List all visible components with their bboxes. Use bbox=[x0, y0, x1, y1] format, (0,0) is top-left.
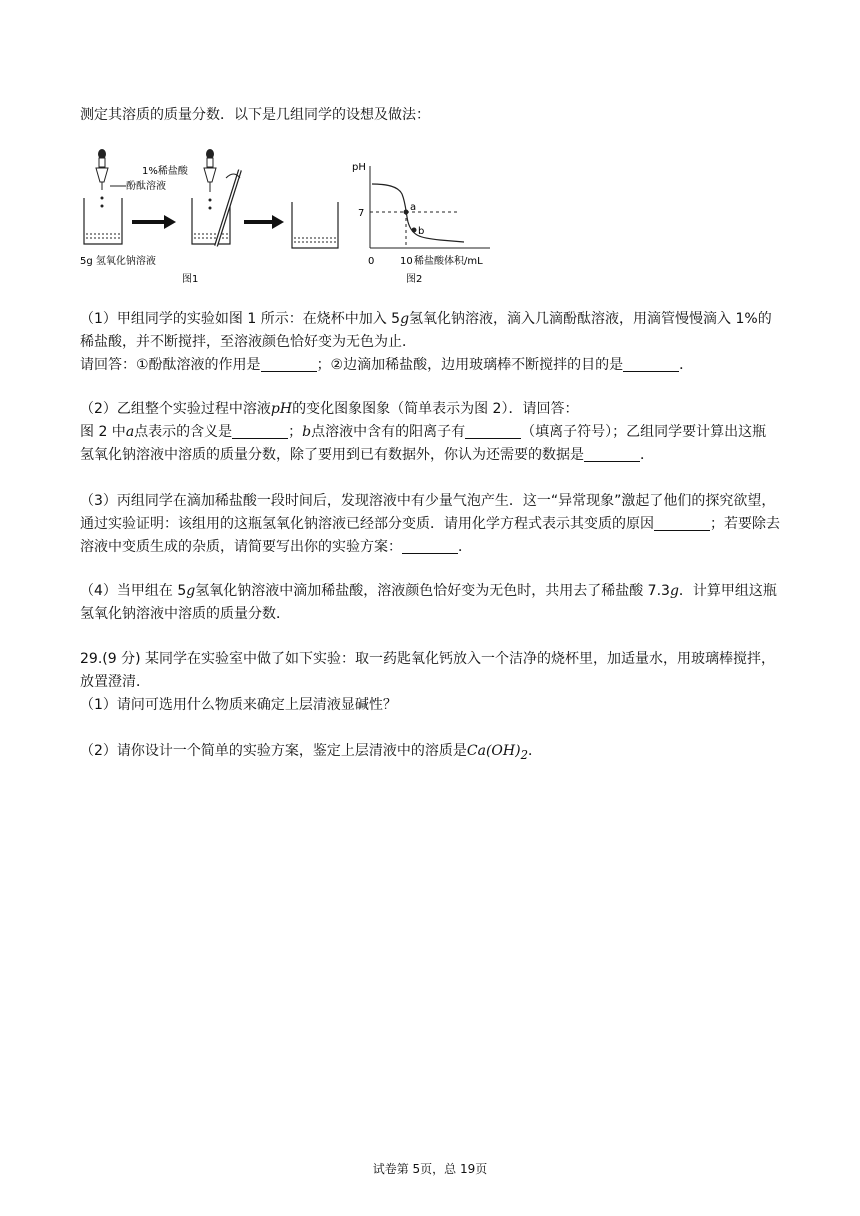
question-1 bbox=[80, 308, 780, 377]
point-b-label: b bbox=[418, 226, 425, 237]
origin-label: 0 bbox=[368, 256, 375, 267]
q29-sub2: （2）请你设计一个简单的实验方案，鉴定上层清液中的溶质是$Ca(OH)_2$． bbox=[80, 743, 543, 762]
arrow-2 bbox=[244, 215, 284, 229]
answer-blank[interactable] bbox=[261, 357, 317, 372]
ph-7-tick: 7 bbox=[358, 208, 365, 219]
q2-text: （2）乙组整个实验过程中溶液pH的变化图象图象（简单表示为图 2）．请回答： bbox=[80, 401, 579, 417]
q3-text: （3）丙组同学在滴加稀盐酸一段时间后，发现溶液中有少量气泡产生．这一“异常现象”激起了他们的探究欲望，通过实验证明：该组用的这瓶氢氧化钠溶液已经部分变质．请用化学方程式表示其变质的原因 ；若要除去溶液中变质生成的杂质，请简要写出你的实验方案： ． bbox=[80, 493, 780, 555]
indicator-label: 酚酞溶液 bbox=[126, 181, 166, 192]
question-2 bbox=[80, 398, 780, 467]
fig1-caption: 图1 bbox=[182, 274, 199, 285]
beaker-with-dropper bbox=[84, 149, 126, 244]
beaker-with-rod bbox=[192, 149, 240, 246]
answer-blank[interactable] bbox=[654, 516, 710, 531]
question-4 bbox=[80, 580, 780, 626]
q4-text: （4）当甲组在 5g氢氧化钠溶液中滴加稀盐酸，溶液颜色恰好变为无色时，共用去了稀盐酸 7.3g．计算甲组这瓶氢氧化钠溶液中溶质的质量分数． bbox=[80, 583, 777, 622]
point-b bbox=[412, 228, 417, 233]
q1-text: （1）甲组同学的实验如图 1 所示：在烧杯中加入 5g氢氧化钠溶液，滴入几滴酚酞溶液，用滴管慢慢滴入 1%的稀盐酸，并不断搅拌，至溶液颜色恰好变为无色为止． bbox=[80, 311, 772, 350]
x-tick-label: 10 bbox=[400, 256, 413, 267]
fig2-caption: 图2 bbox=[406, 274, 423, 285]
beaker-empty bbox=[292, 202, 338, 248]
reagent-label: 1%稀盐酸 bbox=[142, 166, 188, 177]
point-a bbox=[404, 210, 409, 215]
answer-blank[interactable] bbox=[232, 424, 288, 439]
answer-blank[interactable] bbox=[402, 539, 458, 554]
ph-chart bbox=[370, 166, 490, 248]
q2-ask: 图 2 中a点表示的含义是 ；b点溶液中含有的阳离子有 （填离子符号）；乙组同学要计算出这瓶氢氧化钠溶液中溶质的质量分数，除了要用到已有数据外，你认为还需要的数据是 ． bbox=[80, 424, 767, 463]
q29-head: 29.(9 分) 某同学在实验室中做了如下实验：取一药匙氧化钙放入一个洁净的烧杯里，加适量水，用玻璃棒搅拌，放置澄清． bbox=[80, 651, 775, 690]
x-axis-label: 稀盐酸体积/mL bbox=[414, 256, 483, 267]
beaker-label: 5g 氢氧化钠溶液 bbox=[80, 256, 156, 267]
q29-sub1: （1）请问可选用什么物质来确定上层清液显碱性？ bbox=[80, 697, 397, 713]
figure-group bbox=[80, 148, 500, 288]
answer-blank[interactable] bbox=[623, 357, 679, 372]
answer-blank[interactable] bbox=[465, 424, 521, 439]
point-a-label: a bbox=[410, 202, 417, 213]
arrow-1 bbox=[132, 215, 176, 229]
ph-axis-label: pH bbox=[352, 162, 366, 173]
question-29-sub2 bbox=[80, 740, 780, 767]
page-footer: 试卷第 5页，总 19页 bbox=[372, 1162, 488, 1176]
figures bbox=[80, 148, 500, 288]
question-29 bbox=[80, 648, 780, 717]
intro-text: 测定其溶质的质量分数．以下是几组同学的设想及做法： bbox=[80, 107, 430, 123]
answer-blank[interactable] bbox=[584, 447, 640, 462]
q1-ask: 请回答：①酚酞溶液的作用是 ；②边滴加稀盐酸，边用玻璃棒不断搅拌的目的是 ． bbox=[80, 357, 694, 373]
question-3 bbox=[80, 490, 780, 559]
